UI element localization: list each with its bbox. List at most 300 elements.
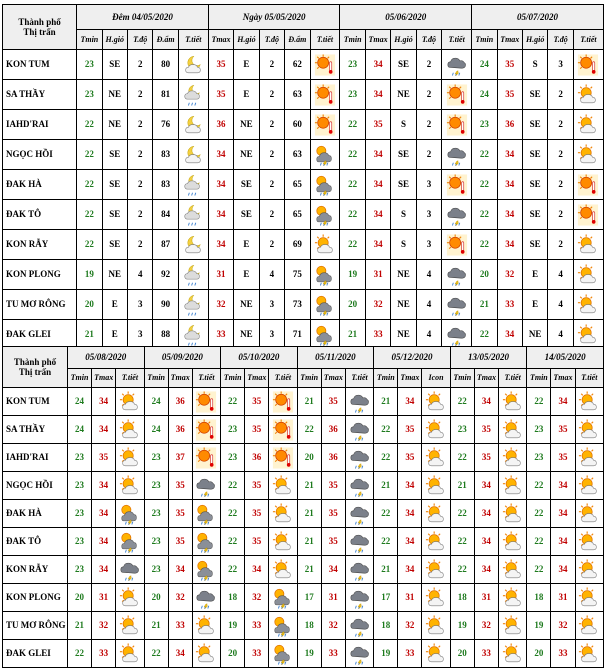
- weather-icon-cell: [192, 472, 220, 500]
- sun-cloud-icon: [269, 502, 296, 526]
- value-cell: 32: [208, 290, 233, 320]
- weather-icon-cell: [345, 556, 373, 584]
- value-cell: 22: [68, 640, 92, 668]
- table-row: [3, 320, 604, 350]
- value-cell: 34: [398, 472, 422, 500]
- weather-icon-cell: [116, 528, 144, 556]
- forecast-table-1: [2, 4, 604, 350]
- value-cell: 36: [245, 444, 269, 472]
- value-cell: 34: [92, 472, 116, 500]
- table-row: [3, 640, 604, 668]
- column-header: T.tiết: [442, 30, 472, 50]
- weather-icon-cell: [345, 416, 373, 444]
- value-cell: 4: [259, 260, 284, 290]
- sun-hot-icon: [269, 418, 296, 442]
- value-cell: NE: [522, 320, 547, 350]
- column-header: Tmax: [474, 369, 498, 388]
- value-cell: 22: [221, 500, 245, 528]
- sun-cloud-icon: [422, 502, 449, 526]
- value-cell: 75: [285, 260, 310, 290]
- weather-icon-cell: [422, 612, 450, 640]
- value-cell: 32: [398, 612, 422, 640]
- sun-cloud-icon: [576, 418, 603, 442]
- column-header: Tmax: [321, 369, 345, 388]
- sun-hot-icon: [442, 173, 471, 197]
- value-cell: 17: [374, 584, 398, 612]
- weather-icon-cell: [178, 290, 208, 320]
- weather-icon-cell: [573, 80, 603, 110]
- weather-icon-cell: [116, 444, 144, 472]
- value-cell: SE: [102, 140, 127, 170]
- value-cell: 22: [472, 170, 497, 200]
- value-cell: 18: [527, 584, 551, 612]
- location-name: ĐAK TÔ: [3, 528, 68, 556]
- value-cell: 35: [245, 500, 269, 528]
- weather-icon-cell: [345, 388, 373, 416]
- value-cell: 63: [285, 80, 310, 110]
- value-cell: NE: [234, 140, 259, 170]
- weather-icon-cell: [310, 230, 340, 260]
- value-cell: 24: [472, 50, 497, 80]
- column-header: Tmin: [340, 30, 365, 50]
- weather-icon-cell: [310, 320, 340, 350]
- weather-icon-cell: [573, 140, 603, 170]
- column-header: T.tiết: [310, 30, 340, 50]
- cloud-rain-icon: [442, 293, 471, 317]
- cloud-sun-rain-icon: [311, 173, 340, 197]
- sun-cloud-icon: [576, 390, 603, 414]
- value-cell: 76: [153, 110, 178, 140]
- value-cell: 37: [168, 444, 192, 472]
- weather-icon-cell: [498, 444, 526, 472]
- value-cell: SE: [522, 140, 547, 170]
- column-header: Tmax: [208, 30, 233, 50]
- cloud-sun-rain-icon: [311, 323, 340, 347]
- date-group-header: 05/07/2020: [472, 5, 604, 30]
- value-cell: NE: [234, 290, 259, 320]
- value-cell: SE: [391, 50, 416, 80]
- weather-icon-cell: [116, 472, 144, 500]
- column-header: H.gió: [391, 30, 416, 50]
- sun-cloud-icon: [574, 323, 603, 347]
- value-cell: 34: [398, 556, 422, 584]
- value-cell: E: [234, 80, 259, 110]
- weather-icon-cell: [442, 110, 472, 140]
- value-cell: 33: [208, 320, 233, 350]
- value-cell: 20: [297, 444, 321, 472]
- value-cell: 21: [340, 320, 365, 350]
- weather-icon-cell: [442, 200, 472, 230]
- column-header: H.gió: [522, 30, 547, 50]
- location-name: ĐAK TÔ: [3, 200, 77, 230]
- value-cell: 23: [527, 416, 551, 444]
- sun-cloud-icon: [499, 446, 526, 470]
- value-cell: 33: [474, 640, 498, 668]
- cloud-rain-icon: [193, 474, 220, 498]
- weather-icon-cell: [310, 290, 340, 320]
- value-cell: 22: [527, 388, 551, 416]
- table-row: [3, 140, 604, 170]
- value-cell: NE: [102, 110, 127, 140]
- sun-cloud-icon: [499, 614, 526, 638]
- value-cell: 32: [474, 612, 498, 640]
- location-name: SA THẦY: [3, 416, 68, 444]
- cloud-rain-icon: [346, 614, 373, 638]
- cloud-rain-icon: [346, 642, 373, 666]
- value-cell: SE: [522, 170, 547, 200]
- value-cell: 22: [374, 416, 398, 444]
- location-name: KON PLONG: [3, 584, 68, 612]
- column-header: T.độ: [548, 30, 573, 50]
- weather-icon-cell: [422, 500, 450, 528]
- value-cell: 24: [144, 388, 168, 416]
- value-cell: SE: [391, 170, 416, 200]
- value-cell: 21: [297, 556, 321, 584]
- column-header: Tmin: [221, 369, 245, 388]
- value-cell: NE: [391, 320, 416, 350]
- value-cell: 35: [168, 472, 192, 500]
- value-cell: 33: [321, 640, 345, 668]
- value-cell: 34: [365, 170, 390, 200]
- cloud-sun-rain-icon: [269, 642, 296, 666]
- cloud-sun-rain-icon: [311, 293, 340, 317]
- value-cell: 19: [527, 612, 551, 640]
- value-cell: 34: [497, 230, 522, 260]
- value-cell: 19: [77, 260, 102, 290]
- column-header: Tmin: [472, 30, 497, 50]
- weather-icon-cell: [573, 290, 603, 320]
- value-cell: 35: [321, 472, 345, 500]
- value-cell: 35: [497, 80, 522, 110]
- value-cell: 34: [92, 500, 116, 528]
- weather-icon-cell: [575, 640, 603, 668]
- value-cell: 23: [68, 472, 92, 500]
- sun-cloud-icon: [574, 143, 603, 167]
- value-cell: 20: [450, 640, 474, 668]
- cloud-rain-icon: [116, 558, 143, 582]
- value-cell: 20: [340, 290, 365, 320]
- value-cell: 65: [285, 200, 310, 230]
- value-cell: 4: [548, 320, 573, 350]
- sun-cloud-icon: [574, 263, 603, 287]
- value-cell: 35: [551, 444, 575, 472]
- value-cell: 4: [548, 290, 573, 320]
- weather-icon-cell: [178, 140, 208, 170]
- weather-icon-cell: [573, 260, 603, 290]
- weather-icon-cell: [442, 80, 472, 110]
- value-cell: 22: [527, 556, 551, 584]
- value-cell: 92: [153, 260, 178, 290]
- value-cell: 22: [450, 556, 474, 584]
- weather-icon-cell: [442, 290, 472, 320]
- weather-icon-cell: [192, 640, 220, 668]
- value-cell: SE: [102, 50, 127, 80]
- location-name: KON RẪY: [3, 230, 77, 260]
- value-cell: 2: [128, 230, 153, 260]
- sun-cloud-icon: [116, 614, 143, 638]
- sun-cloud-icon: [576, 642, 603, 666]
- sun-cloud-icon: [422, 474, 449, 498]
- weather-icon-cell: [575, 472, 603, 500]
- value-cell: 23: [221, 416, 245, 444]
- value-cell: 22: [450, 528, 474, 556]
- weather-icon-cell: [192, 444, 220, 472]
- value-cell: 2: [128, 110, 153, 140]
- value-cell: 35: [92, 444, 116, 472]
- sun-cloud-icon: [193, 614, 220, 638]
- weather-icon-cell: [422, 472, 450, 500]
- value-cell: 4: [416, 260, 441, 290]
- sun-cloud-icon: [576, 558, 603, 582]
- value-cell: 23: [68, 444, 92, 472]
- value-cell: 4: [416, 320, 441, 350]
- value-cell: 18: [297, 612, 321, 640]
- value-cell: 34: [398, 388, 422, 416]
- value-cell: 2: [548, 110, 573, 140]
- value-cell: 33: [551, 640, 575, 668]
- date-group-header: 05/12/2020: [374, 347, 451, 369]
- cloud-rain-icon: [193, 586, 220, 610]
- location-name: ĐAK HÀ: [3, 500, 68, 528]
- value-cell: 22: [221, 472, 245, 500]
- table-row: [3, 612, 604, 640]
- value-cell: 2: [416, 50, 441, 80]
- value-cell: 33: [245, 612, 269, 640]
- cloud-rain-icon: [346, 558, 373, 582]
- weather-icon-cell: [442, 170, 472, 200]
- weather-icon-cell: [310, 170, 340, 200]
- value-cell: 35: [168, 528, 192, 556]
- value-cell: 23: [144, 556, 168, 584]
- value-cell: 63: [285, 140, 310, 170]
- sun-hot-icon: [442, 233, 471, 257]
- weather-icon-cell: [498, 528, 526, 556]
- value-cell: 19: [340, 260, 365, 290]
- value-cell: 22: [340, 110, 365, 140]
- column-header: T.tiết: [192, 369, 220, 388]
- location-name: ĐAK GLEI: [3, 320, 77, 350]
- value-cell: 34: [551, 388, 575, 416]
- value-cell: 2: [548, 200, 573, 230]
- cloud-sun-rain-icon: [193, 502, 220, 526]
- column-header: T.độ: [259, 30, 284, 50]
- value-cell: 83: [153, 170, 178, 200]
- value-cell: 33: [365, 320, 390, 350]
- sun-cloud-icon: [422, 558, 449, 582]
- value-cell: 21: [450, 472, 474, 500]
- value-cell: 80: [153, 50, 178, 80]
- table-row: [3, 50, 604, 80]
- value-cell: 36: [168, 388, 192, 416]
- value-cell: 34: [208, 170, 233, 200]
- location-name: TU MƠ RÔNG: [3, 290, 77, 320]
- sun-cloud-icon: [116, 446, 143, 470]
- weather-icon-cell: [269, 584, 297, 612]
- value-cell: 24: [144, 416, 168, 444]
- weather-icon-cell: [422, 444, 450, 472]
- value-cell: 2: [416, 110, 441, 140]
- weather-icon-cell: [116, 388, 144, 416]
- sun-cloud-icon: [576, 530, 603, 554]
- value-cell: 18: [221, 584, 245, 612]
- value-cell: 22: [340, 230, 365, 260]
- value-cell: 34: [551, 472, 575, 500]
- value-cell: 36: [497, 110, 522, 140]
- value-cell: 35: [245, 528, 269, 556]
- value-cell: 22: [527, 500, 551, 528]
- sun-cloud-icon: [576, 502, 603, 526]
- sun-cloud-icon: [499, 558, 526, 582]
- corner-label-line: Thị trấn: [18, 367, 52, 377]
- location-name: KON PLONG: [3, 260, 77, 290]
- sun-cloud-icon: [269, 530, 296, 554]
- night-rain-icon: [179, 83, 208, 107]
- value-cell: 21: [472, 290, 497, 320]
- table-row: [3, 472, 604, 500]
- night-cloud-icon: [179, 143, 208, 167]
- cloud-sun-rain-icon: [193, 530, 220, 554]
- weather-icon-cell: [575, 556, 603, 584]
- value-cell: SE: [234, 200, 259, 230]
- location-name: IAHD'RAI: [3, 110, 77, 140]
- value-cell: 35: [551, 416, 575, 444]
- value-cell: S: [391, 230, 416, 260]
- value-cell: 35: [245, 472, 269, 500]
- sun-hot-icon: [574, 53, 603, 77]
- value-cell: 3: [259, 320, 284, 350]
- value-cell: 21: [374, 556, 398, 584]
- cloud-sun-rain-icon: [311, 263, 340, 287]
- value-cell: 73: [285, 290, 310, 320]
- sun-hot-icon: [193, 390, 220, 414]
- value-cell: 33: [92, 640, 116, 668]
- cloud-rain-icon: [346, 474, 373, 498]
- value-cell: 84: [153, 200, 178, 230]
- value-cell: 31: [474, 584, 498, 612]
- value-cell: 23: [68, 556, 92, 584]
- value-cell: 22: [472, 230, 497, 260]
- weather-icon-cell: [345, 500, 373, 528]
- weather-icon-cell: [269, 472, 297, 500]
- sun-hot-icon: [269, 390, 296, 414]
- date-group-header: 13/05/2020: [450, 347, 527, 369]
- column-header: Tmax: [365, 30, 390, 50]
- weather-icon-cell: [192, 584, 220, 612]
- table-row: [3, 230, 604, 260]
- column-header: Tmin: [77, 30, 102, 50]
- sun-cloud-icon: [574, 113, 603, 137]
- value-cell: 23: [144, 472, 168, 500]
- value-cell: 3: [259, 290, 284, 320]
- column-header: T.tiết: [345, 369, 373, 388]
- weather-icon-cell: [498, 500, 526, 528]
- value-cell: SE: [522, 230, 547, 260]
- value-cell: 32: [321, 612, 345, 640]
- value-cell: 2: [548, 230, 573, 260]
- weather-icon-cell: [345, 472, 373, 500]
- sun-hot-icon: [442, 113, 471, 137]
- weather-icon-cell: [575, 444, 603, 472]
- value-cell: 3: [128, 320, 153, 350]
- sun-hot-icon: [311, 113, 340, 137]
- corner-label-line: Thành phố: [18, 16, 61, 27]
- date-group-header: 05/09/2020: [144, 347, 221, 369]
- sun-cloud-icon: [422, 390, 449, 414]
- value-cell: 22: [221, 528, 245, 556]
- value-cell: 35: [474, 416, 498, 444]
- location-name: ĐAK GLEI: [3, 640, 68, 668]
- sun-cloud-icon: [499, 530, 526, 554]
- value-cell: 22: [77, 140, 102, 170]
- value-cell: 34: [474, 388, 498, 416]
- sun-cloud-icon: [116, 642, 143, 666]
- weather-icon-cell: [345, 528, 373, 556]
- value-cell: SE: [522, 110, 547, 140]
- value-cell: E: [102, 290, 127, 320]
- value-cell: 34: [398, 500, 422, 528]
- value-cell: 22: [144, 640, 168, 668]
- value-cell: 23: [144, 500, 168, 528]
- column-header: T.tiết: [269, 369, 297, 388]
- column-header: T.tiết: [573, 30, 603, 50]
- column-header: Tmin: [144, 369, 168, 388]
- cloud-rain-icon: [442, 203, 471, 227]
- value-cell: 81: [153, 80, 178, 110]
- location-name: NGỌC HỒI: [3, 140, 77, 170]
- value-cell: 35: [321, 528, 345, 556]
- weather-icon-cell: [573, 50, 603, 80]
- value-cell: 23: [340, 80, 365, 110]
- location-name: IAHD'RAI: [3, 444, 68, 472]
- value-cell: 22: [374, 500, 398, 528]
- table-row: [3, 444, 604, 472]
- value-cell: 90: [153, 290, 178, 320]
- sun-cloud-icon: [499, 474, 526, 498]
- date-group-header: 14/05/2020: [527, 347, 604, 369]
- value-cell: 35: [365, 110, 390, 140]
- location-name: KON RẪY: [3, 556, 68, 584]
- value-cell: 83: [153, 140, 178, 170]
- value-cell: 34: [245, 556, 269, 584]
- weather-icon-cell: [269, 388, 297, 416]
- sun-cloud-icon: [422, 418, 449, 442]
- weather-icon-cell: [178, 80, 208, 110]
- sun-cloud-icon: [576, 446, 603, 470]
- value-cell: 21: [68, 612, 92, 640]
- weather-icon-cell: [575, 416, 603, 444]
- column-header: Đ.ẩm: [153, 30, 178, 50]
- sun-cloud-icon: [422, 586, 449, 610]
- value-cell: 21: [77, 320, 102, 350]
- weather-icon-cell: [345, 444, 373, 472]
- weather-icon-cell: [442, 320, 472, 350]
- value-cell: NE: [391, 290, 416, 320]
- sun-cloud-icon: [576, 474, 603, 498]
- value-cell: 34: [208, 230, 233, 260]
- value-cell: 17: [297, 584, 321, 612]
- night-rain-icon: [179, 203, 208, 227]
- value-cell: 21: [374, 388, 398, 416]
- value-cell: 2: [548, 80, 573, 110]
- cloud-rain-icon: [346, 418, 373, 442]
- column-header: Icon: [422, 369, 450, 388]
- value-cell: 19: [221, 612, 245, 640]
- value-cell: 34: [497, 140, 522, 170]
- value-cell: 32: [365, 290, 390, 320]
- value-cell: NE: [391, 80, 416, 110]
- value-cell: NE: [234, 110, 259, 140]
- sun-cloud-icon: [499, 642, 526, 666]
